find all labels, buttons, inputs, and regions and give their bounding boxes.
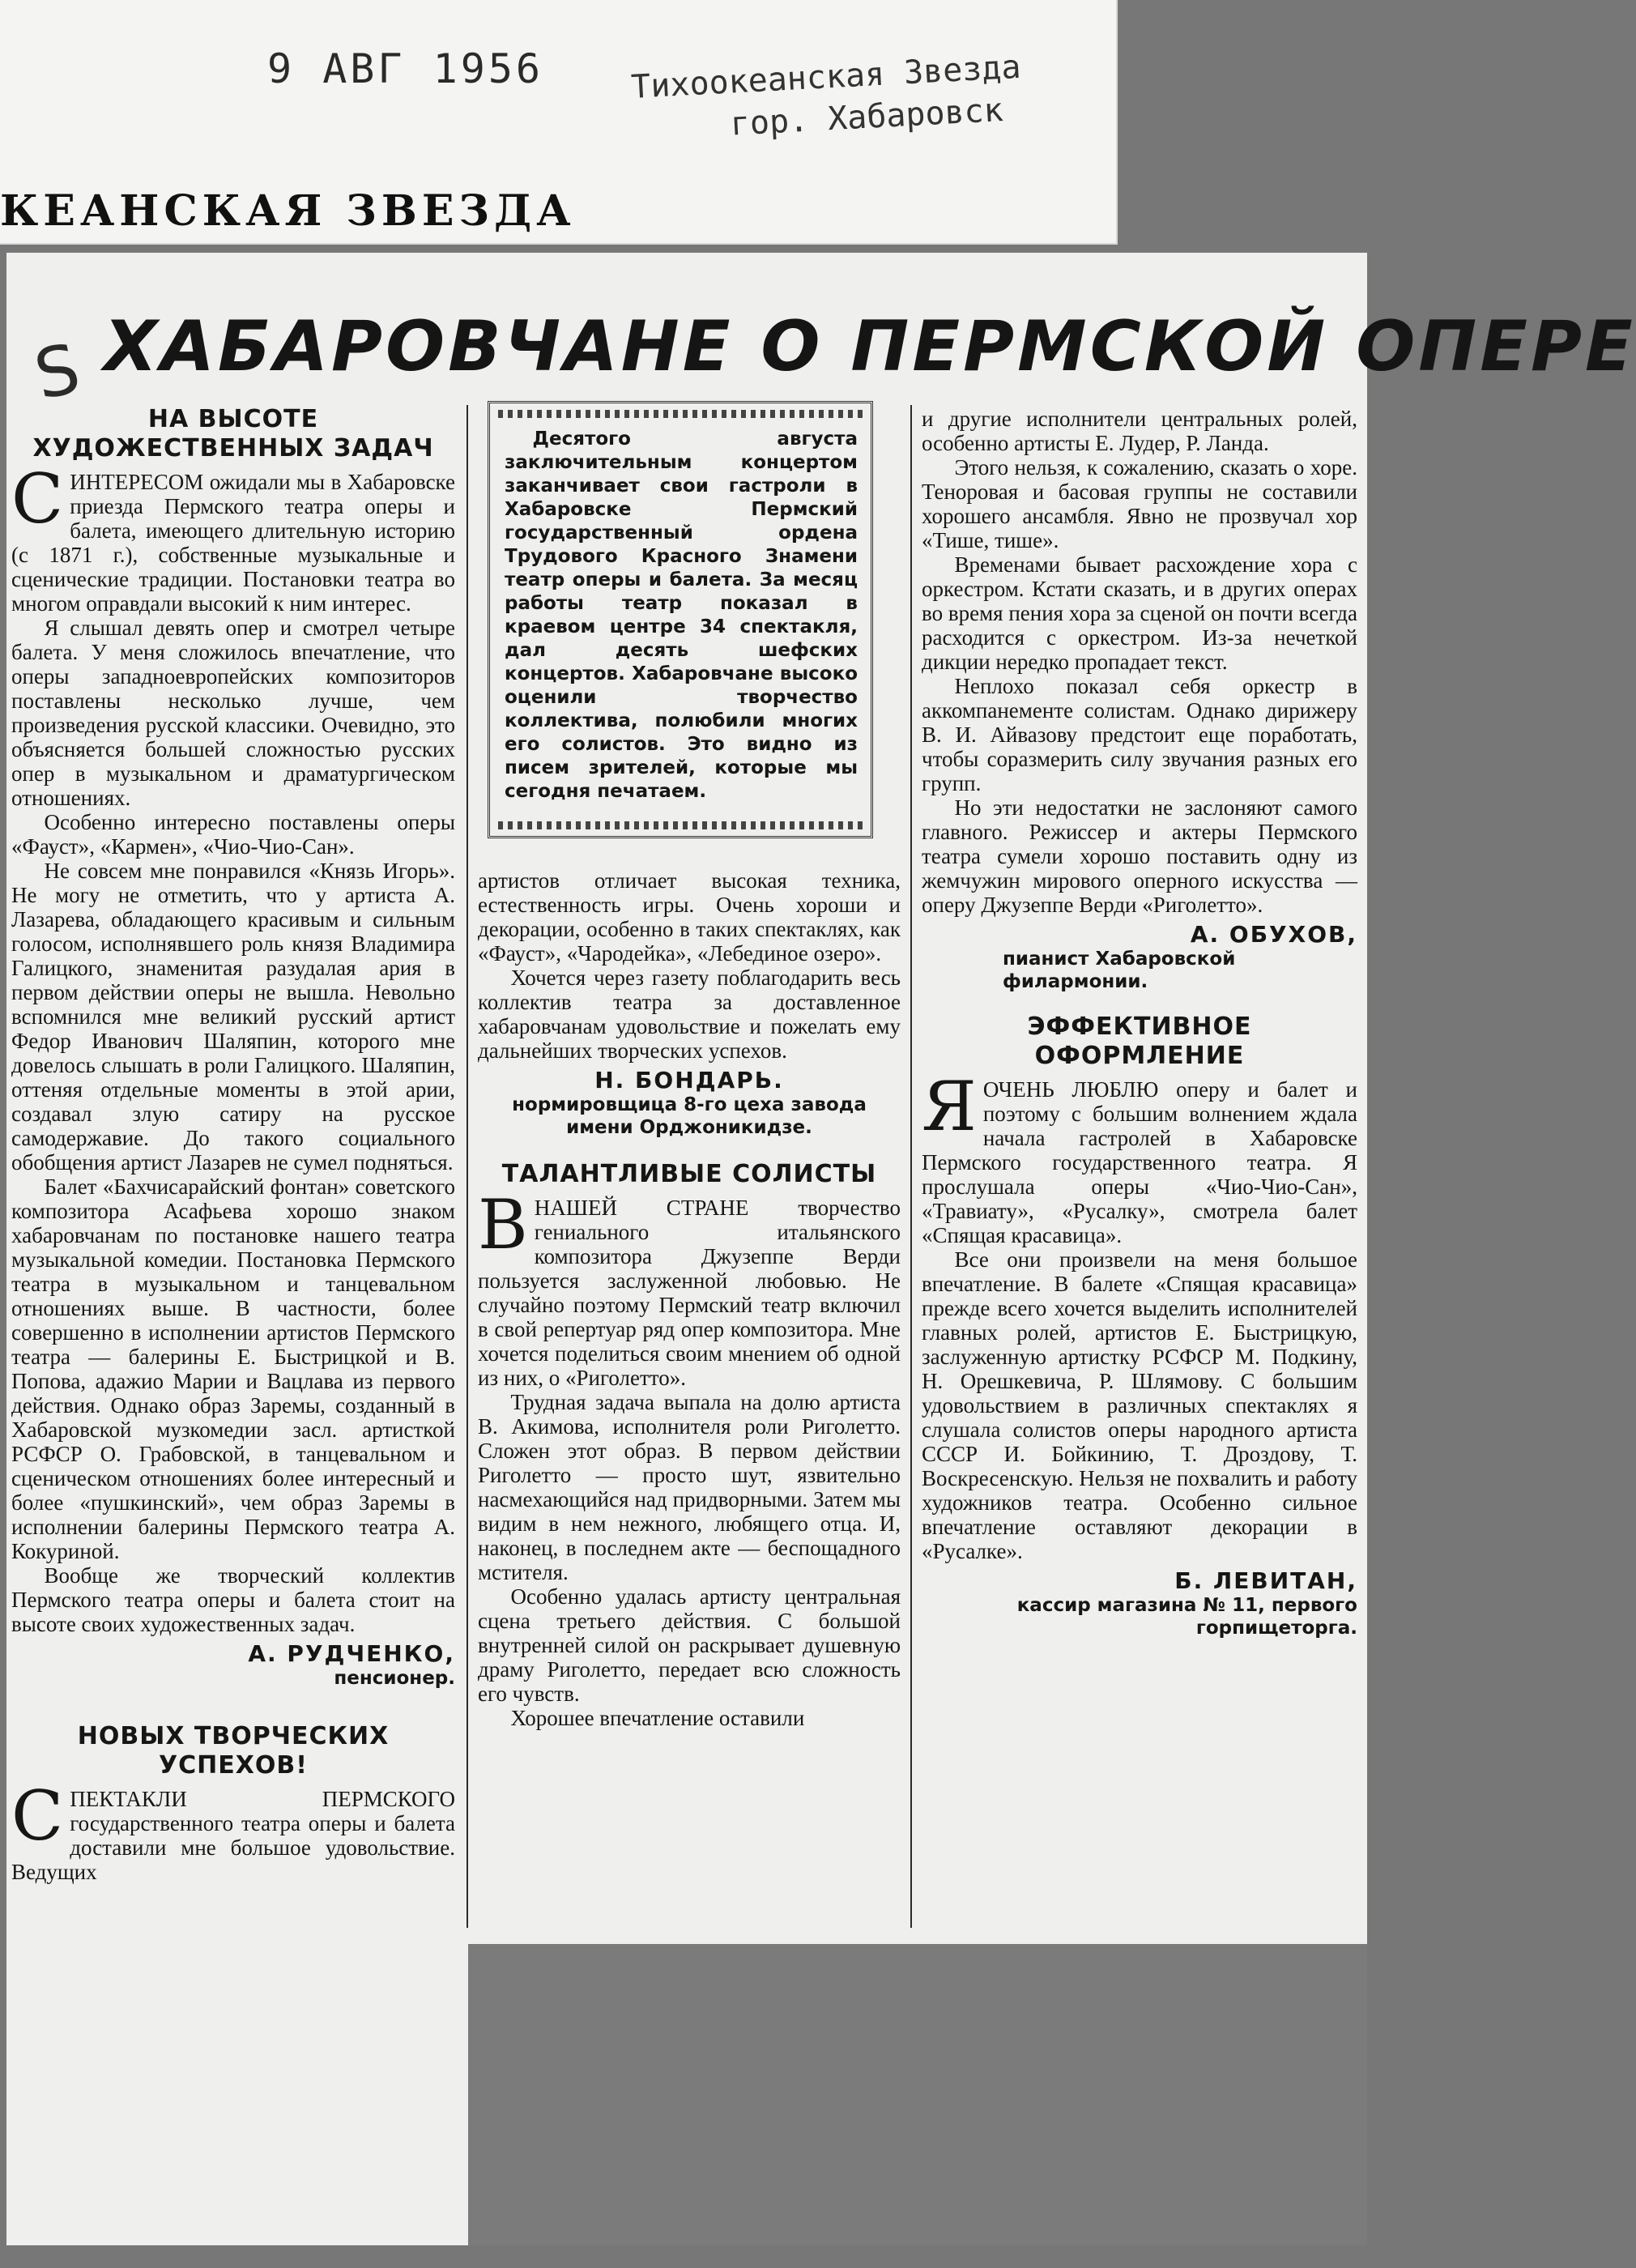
page-headline: ХАБАРОВЧАНЕ О ПЕРМСКОЙ ОПЕРЕ	[104, 306, 1636, 387]
intro-box	[488, 401, 873, 838]
article-paragraph: и другие исполнители центральных ролей, особенно артисты Е. Лудер, Р. Ланда.	[922, 407, 1357, 455]
column-rule	[910, 405, 912, 1928]
article-paragraph: Хорошее впечатление оставили	[510, 1706, 805, 1730]
author-role: пенсионер.	[334, 1668, 455, 1689]
article-title: НА ВЫСОТЕ ХУДОЖЕСТВЕННЫХ ЗАДАЧ	[32, 405, 434, 463]
article-paragraph: Хочется через газету поблагодарить весь коллектив театра за доставленное хабаровчанам удовольствие и пожелать ему дальнейших творческих успехов.	[478, 966, 901, 1063]
article-paragraph: Трудная задача выпала на долю артиста В. Акимова, исполнителя роли Риголетто. Сложен этот образ. В первом действии Риголетто — просто шут, язвительно насмехающийся над придворными. Затем мы видим в нем нежного, любящего отца. И, наконец, в последнем акте — беспощадного мстителя.	[478, 1390, 901, 1584]
newspaper-masthead: КЕАНСКАЯ ЗВЕЗДА	[0, 186, 576, 236]
article-na-vysote	[11, 405, 455, 1884]
article-paragraph: Этого нельзя, к сожалению, сказать о хоре. Теноровая и басовая группы не составили хорошего ансамбля. Явно не прозвучал хор «Тише, тише».	[922, 455, 1357, 552]
article-paragraph: Временами бывает расхождение хора с оркестром. Кстати сказать, и в других операх во время пения хора за сценой он почти всегда расходится с оркестром. Из-за нечеткой дикции нередко пропадает текст.	[922, 552, 1357, 674]
author-name: А. ОБУХОВ,	[1190, 921, 1357, 948]
author-name: Н. БОНДАРЬ.	[594, 1067, 784, 1094]
page-background	[468, 1944, 1367, 2245]
drop-cap: С	[11, 1776, 64, 1856]
article-paragraph: артистов отличает высокая техника, естественность игры. Очень хороши и декорации, особенно в таких спектаклях, как «Фауст», «Чародейка», «Лебединое озеро».	[478, 868, 901, 966]
article-title: НОВЫХ ТВОРЧЕСКИХ УСПЕХОВ!	[77, 1722, 390, 1780]
date-stamp: 9 АВГ 1956	[267, 45, 544, 92]
author-role: кассир магазина № 11, первого горпищеторга.	[1016, 1595, 1357, 1639]
column-right	[922, 407, 1357, 1639]
author-role: пианист Хабаровской филармонии.	[1003, 949, 1236, 992]
drop-cap: В	[478, 1185, 528, 1264]
article-paragraph: Особенно интересно поставлены оперы «Фауст», «Кармен», «Чио-Чио-Сан».	[11, 810, 455, 859]
source-city: гор. Хабаровск	[729, 91, 1004, 143]
author-name: Б. ЛЕВИТАН,	[1174, 1567, 1357, 1594]
source-name: Тихоокеанская Звезда	[630, 48, 1022, 106]
author-role: нормировщица 8-го цеха завода имени Орджоникидзе.	[512, 1094, 867, 1138]
article-paragraph: Не совсем мне понравился «Князь Игорь». Не могу не отметить, что у артиста А. Лазарева, обладающего красивым и сильным голосом, исполнявшего роль князя Владимира Галицкого, знаменитая разудалая ария в первом действии оперы не вышла. Невольно вспомнился мне великий русский артист Федор Иванович Шаляпин, которого мне довелось слышать в роли Галицкого. Шаляпин, оттеняя отдельные моменты в этой арии, создавал злую сатиру на русское самодержавие. До такого социального обобщения артист Лазарев не сумел подняться.	[11, 859, 455, 1174]
intro-text: Десятого августа заключительным концертом заканчивает свои гастроли в Хабаровске Пермский государственный ордена Трудового Красного Знамени театр оперы и балета. За месяц работы театр показал в краевом центре 34 спектакля, дал десять шефских концертов. Хабаровчане высоко оценили творчество коллектива, полюбили многих его солистов. Это видно из писем зрителей, которые мы сегодня печатаем.	[505, 428, 858, 802]
article-title: ЭФФЕКТИВНОЕ ОФОРМЛЕНИЕ	[1027, 1013, 1252, 1070]
article-paragraph: СПЕКТАКЛИ ПЕРМСКОГО государственного театра оперы и балета доставили мне большое удовольствие. Ведущих	[11, 1776, 455, 1884]
article-paragraph: Балет «Бахчисарайский фонтан» советского композитора Асафьева хорошо знаком хабаровчанам по постановке нашего театра музыкальной комедии. Постановка Пермского театра в музыкальном и танцевальном отношениях выше. В частности, более совершенно в исполнении артистов Пермского театра — балерины Е. Быстрицкой и В. Попова, адажио Марии и Вацлава из первого действия. Однако образ Заремы, созданный в Хабаровской музкомедии засл. артисткой РСФСР О. Грабовской, в танцевальном и сценическом отношениях более интересный и более «пушкинский», чем образ Заремы в исполнении балерины Пермского театра А. Кокуриной.	[11, 1174, 455, 1563]
drop-cap: Я	[922, 1067, 977, 1146]
drop-cap: С	[11, 459, 64, 539]
article-paragraph: ВНАШЕЙ СТРАНЕ творчество гениального итальянского композитора Джузеппе Верди пользуется заслуженной любовью. Не случайно поэтому Пермский театр включил в свой репертуар ряд опер композитора. Мне хочется поделиться своим мнением об одной из них, о «Риголетто».	[478, 1185, 901, 1390]
article-title: ТАЛАНТЛИВЫЕ СОЛИСТЫ	[501, 1160, 877, 1188]
article-paragraph: Вообще же творческий коллектив Пермского театра оперы и балета стоит на высоте своих художественных задач.	[11, 1563, 455, 1636]
handwritten-mark: S	[28, 328, 87, 416]
article-paragraph: Я слышал девять опер и смотрел четыре балета. У меня сложилось впечатление, что оперы западноевропейских композиторов поставлены несколько лучше, чем произведения русской классики. Очевидно, это объясняется большей сложностью русских опер в музыкальном и драматургическом отношениях.	[11, 616, 455, 810]
article-paragraph: Особенно удалась артисту центральная сцена третьего действия. С большой внутренней силой он раскрывает душевную драму Риголетто, передает всю сложность его чувств.	[478, 1584, 901, 1706]
column-middle	[478, 868, 901, 1730]
article-paragraph: Но эти недостатки не заслоняют самого главного. Режиссер и актеры Пермского театра сумели хорошо поставить одну из жемчужин мирового оперного искусства — оперу Джузеппе Верди «Риголетто».	[922, 795, 1357, 917]
article-paragraph: Неплохо показал себя оркестр в аккомпанементе солистам. Однако дирижеру В. И. Айвазову предстоит еще поработать, чтобы соразмерить силу звучания разных его групп.	[922, 674, 1357, 795]
article-paragraph: СИНТЕРЕСОМ ожидали мы в Хабаровске приезда Пермского театра оперы и балета, имеющего длительную историю (с 1871 г.), собственные музыкальные и сценические традиции. Постановки театра во многом оправдали высокий к ним интерес.	[11, 459, 455, 616]
author-name: А. РУДЧЕНКО,	[248, 1640, 455, 1667]
article-paragraph: ЯОЧЕНЬ ЛЮБЛЮ оперу и балет и поэтому с большим волнением ждала начала гастролей в Хабаровске Пермского государственного театра. Я прослушала оперы «Чио-Чио-Сан», «Травиату», «Русалку», смотрела балет «Спящая красавица».	[922, 1067, 1357, 1247]
article-paragraph: Все они произвели на меня большое впечатление. В балете «Спящая красавица» прежде всего хочется выделить исполнителей главных ролей, артистов Е. Быстрицкую, заслуженную артистку РСФСР М. Подкину, Н. Орешкевича, Р. Шлямову. С большим удовольствием в различных спектаклях я слушала солистов оперы народного артиста СССР И. Бойкинию, Т. Дроздову, Т. Воскресенскую. Нельзя не похвалить и работу художников театра. Особенно сильное впечатление оставляют декорации в «Русалке».	[922, 1247, 1357, 1563]
column-rule	[467, 405, 468, 1928]
